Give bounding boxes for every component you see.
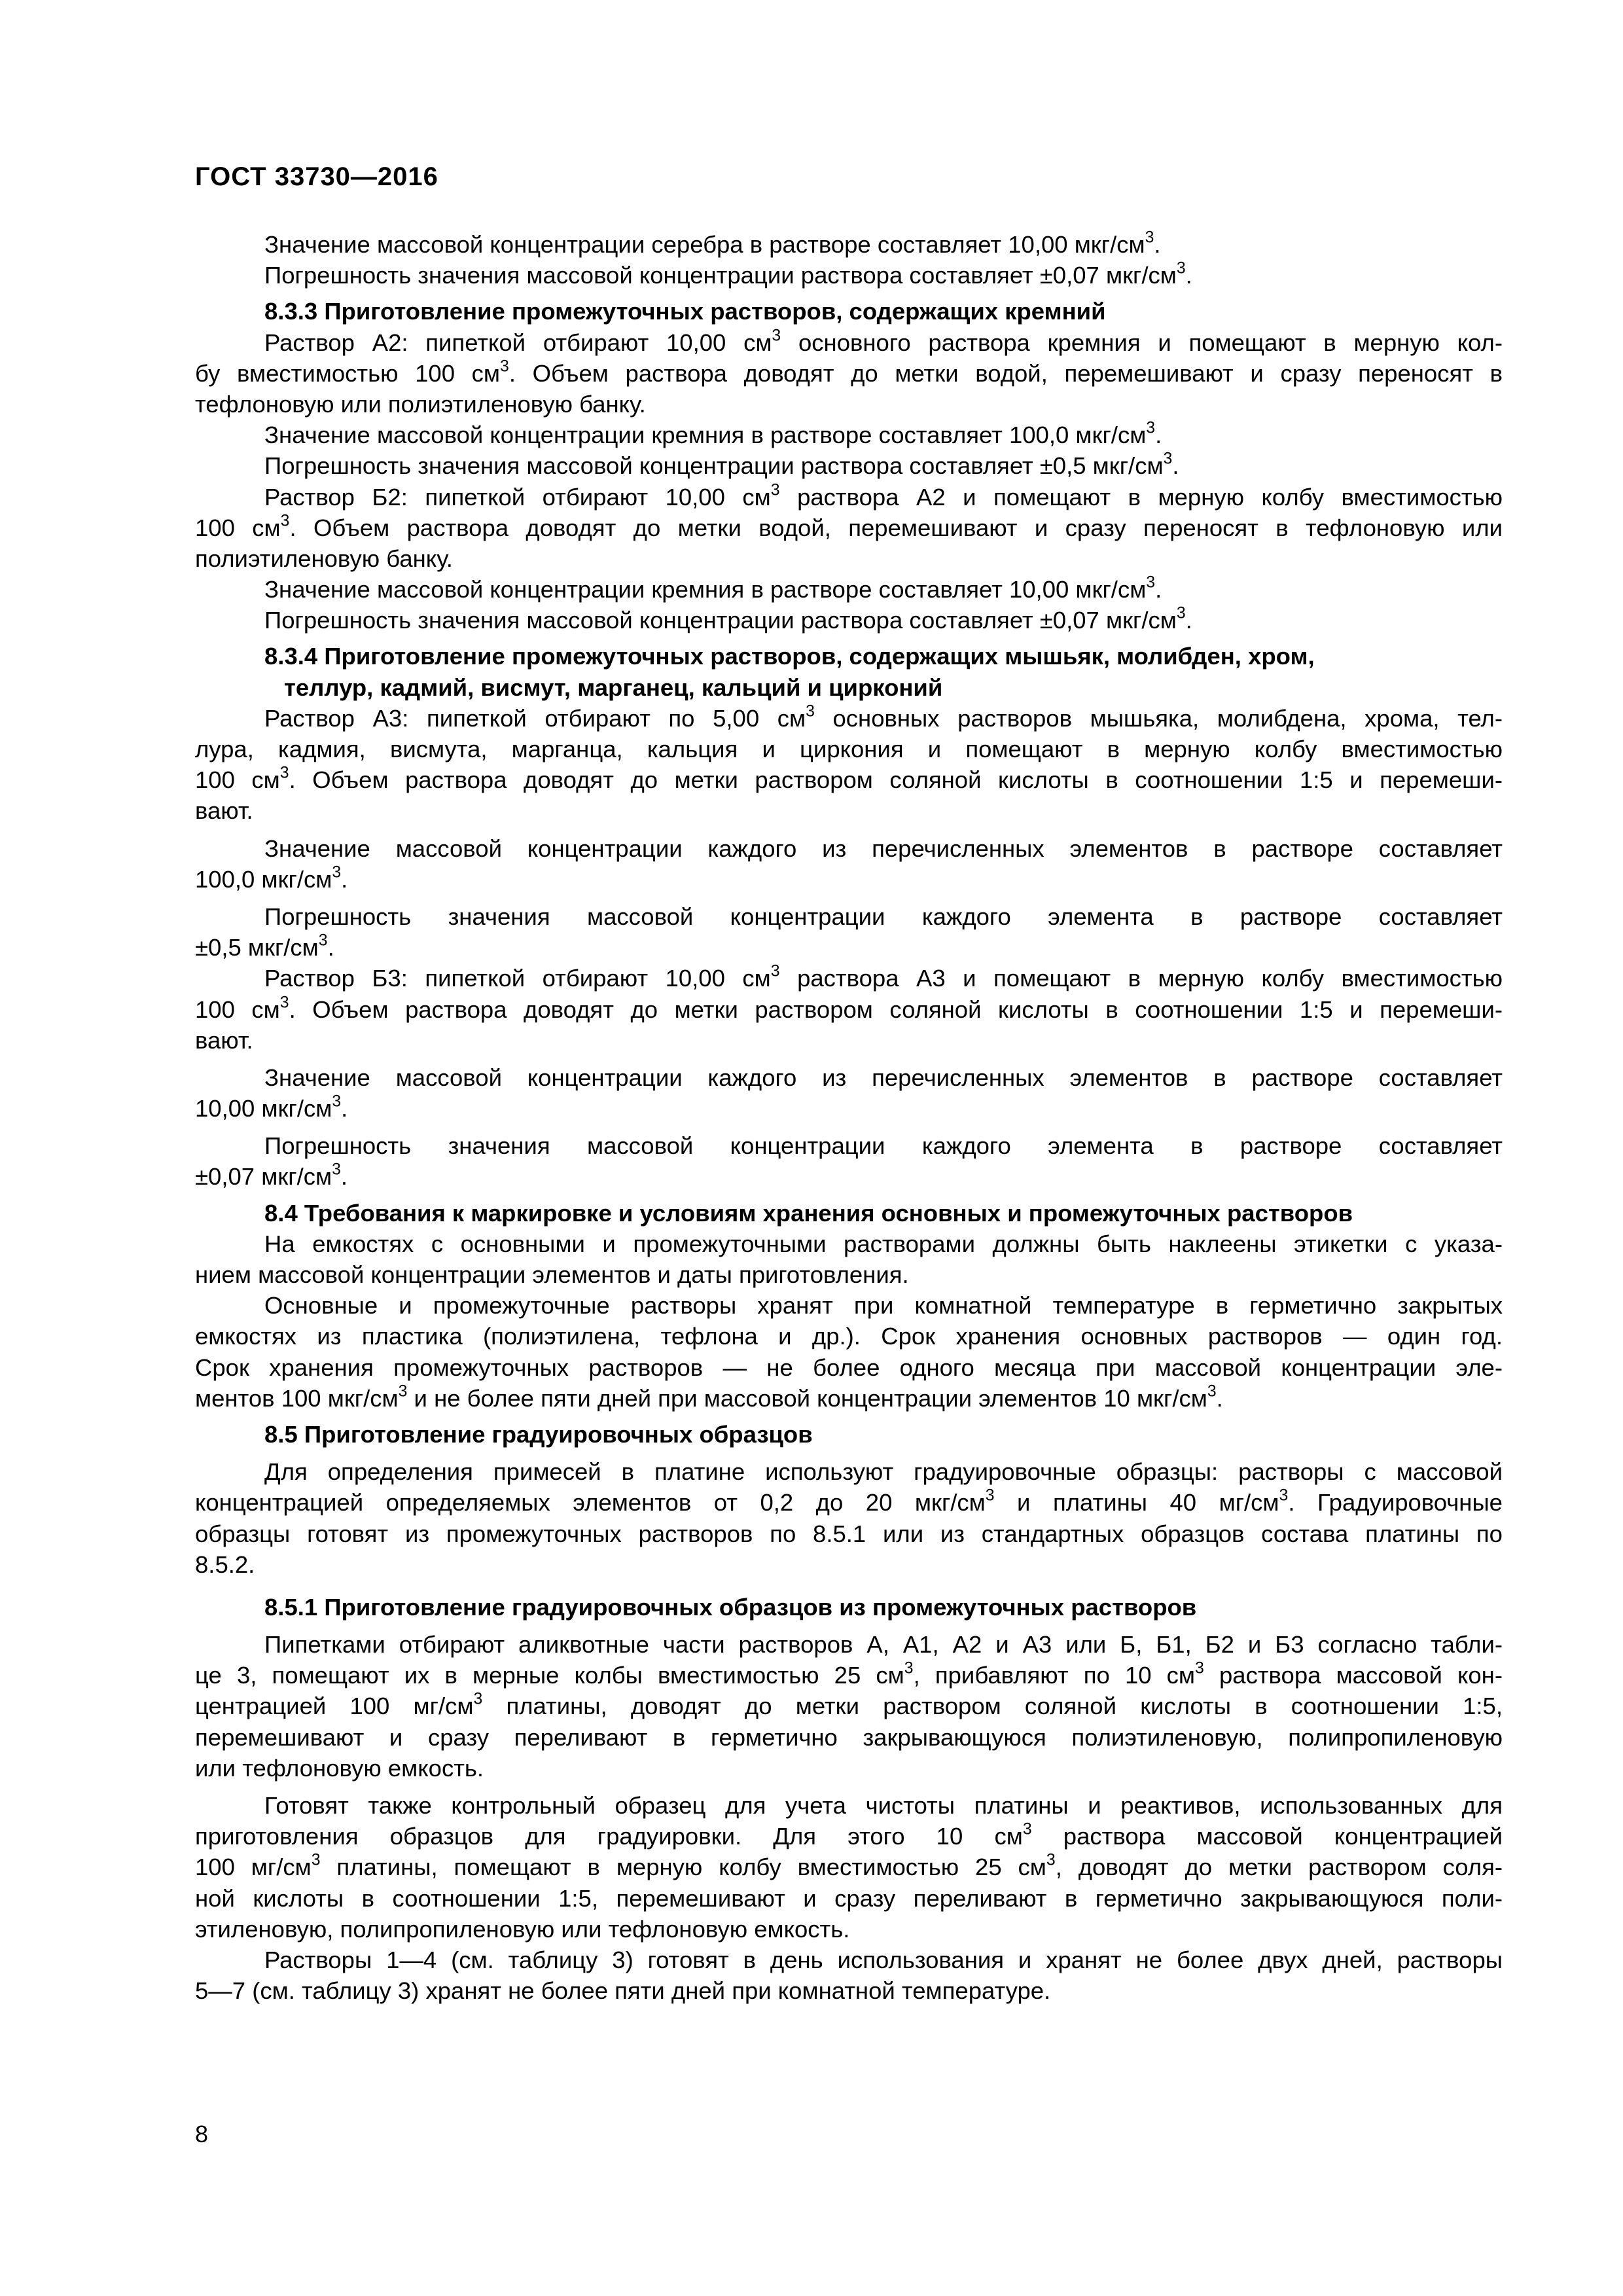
text-line: емкостях из пластика (полиэтилена, тефлона и др.). Срок хранения основных растворов — один год. [195, 1323, 1503, 1350]
text-line: Пипетками отбирают аликвотные части растворов А, А1, А2 и А3 или Б, Б1, Б2 и Б3 согласно табли- [264, 1631, 1503, 1659]
text-line: це 3, помещают их в мерные колбы вместимостью 25 $см^3$, прибавляют по 10 $см^3$ раствора массовой кон- [195, 1659, 1503, 1689]
text-line: ±0,5 мкг/$см^3$. [195, 931, 334, 961]
text-line: 100 $см^3$. Объем раствора доводят до метки раствором соляной кислоты в соотношении 1:5 и перемеши- [195, 994, 1503, 1023]
text-line: Раствор А3: пипеткой отбирают по 5,00 $см^3$ основных растворов мышьяка, молибдена, хрома, тел- [264, 702, 1503, 732]
text-line: или тефлоновую емкость. [195, 1754, 484, 1782]
text-line: Значение массовой концентрации кремния в растворе составляет 10,00 мкг/$см^3$. [264, 573, 1162, 603]
text-line: Готовят также контрольный образец для учета чистоты платины и реактивов, использованных для [264, 1792, 1503, 1819]
text-line: полиэтиленовую банку. [195, 545, 453, 572]
text-line: Значение массовой концентрации кремния в растворе составляет 100,0 мкг/$см^3$. [264, 419, 1162, 449]
text-line: Для определения примесей в платине используют градуировочные образцы: растворы с массовой [264, 1458, 1503, 1486]
text-line: Раствор А2: пипеткой отбирают 10,00 $см^3$ основного раствора кремния и помещают в мерную кол- [264, 327, 1503, 356]
text-line: приготовления образцов для градуировки. Для этого 10 $см^3$ раствора массовой концентрацией [195, 1820, 1503, 1850]
text-line: вают. [195, 797, 253, 825]
section-heading-8-5: 8.5 Приготовление градуировочных образцов [264, 1420, 813, 1448]
text-line: 100 $см^3$. Объем раствора доводят до метки раствором соляной кислоты в соотношении 1:5 и перемеши- [195, 764, 1503, 794]
text-line: Раствор Б3: пипеткой отбирают 10,00 $см^3$ раствора А3 и помещают в мерную колбу вместимостью [264, 962, 1503, 992]
text-line: Значение массовой концентрации серебра в растворе составляет 10,00 мкг/$см^3$. [264, 228, 1161, 258]
text-line: бу вместимостью 100 $см^3$. Объем раствора доводят до метки водой, перемешивают и сразу переносят в [195, 357, 1503, 387]
text-line: перемешивают и сразу переливают в герметично закрывающуюся полиэтиленовую, полипропиленовую [195, 1723, 1503, 1751]
text-line: ±0,07 мкг/$см^3$. [195, 1161, 348, 1191]
text-line: 100,0 мкг/$см^3$. [195, 863, 348, 893]
text-line: образцы готовят из промежуточных растворов по 8.5.1 или из стандартных образцов состава платины по [195, 1520, 1503, 1547]
section-heading-8-3-4: 8.3.4 Приготовление промежуточных растворов, содержащих мышьяк, молибден, хром, [264, 643, 1315, 670]
text-line: 8.5.2. [195, 1551, 255, 1578]
section-heading-8-3-3: 8.3.3 Приготовление промежуточных растворов, содержащих кремний [264, 298, 1106, 325]
text-line: Погрешность значения массовой концентрации раствора составляет ±0,5 мкг/$см^3$. [264, 450, 1179, 480]
text-line: Раствор Б2: пипеткой отбирают 10,00 $см^3$ раствора А2 и помещают в мерную колбу вместимостью [264, 481, 1503, 511]
text-line: 100 $см^3$. Объем раствора доводят до метки водой, перемешивают и сразу переносят в тефлоновую или [195, 512, 1503, 541]
text-line: Погрешность значения массовой концентрации каждого элемента в растворе составляет [264, 903, 1503, 930]
section-heading-8-3-4-cont: теллур, кадмий, висмут, марганец, кальций и цирконий [284, 673, 943, 701]
page-number: 8 [195, 2121, 209, 2147]
text-line: концентрацией определяемых элементов от 0,2 до 20 мкг/$см^3$ и платины 40 $мг/см^3$. Градуировочные [195, 1486, 1503, 1516]
text-line: 10,00 мкг/$см^3$. [195, 1092, 348, 1122]
text-line: 5—7 (см. таблицу 3) хранят не более пяти дней при комнатной температуре. [195, 1977, 1051, 2005]
text-line: Значение массовой концентрации каждого из перечисленных элементов в растворе составляет [264, 834, 1503, 862]
document-header: ГОСТ 33730—2016 [195, 162, 438, 191]
text-line: Погрешность значения массовой концентрации раствора составляет ±0,07 мкг/$см^3$. [264, 604, 1192, 634]
text-line: нием массовой концентрации элементов и даты приготовления. [195, 1261, 909, 1288]
text-line: вают. [195, 1026, 253, 1054]
document-body [195, 229, 1503, 2006]
text-line: этиленовую, полипропиленовую или тефлоновую емкость. [195, 1915, 850, 1943]
section-heading-8-5-1: 8.5.1 Приготовление градуировочных образцов из промежуточных растворов [264, 1593, 1197, 1621]
text-line: На емкостях с основными и промежуточными растворами должны быть наклеены этикетки с указа- [264, 1230, 1503, 1257]
text-line: Растворы 1—4 (см. таблицу 3) готовят в день использования и хранят не более двух дней, растворы [264, 1946, 1503, 1973]
text-line: центрацией 100 $мг/см^3$ платины, доводят до метки раствором соляной кислоты в соотношении 1:5, [195, 1691, 1503, 1720]
text-line: тефлоновую или полиэтиленовую банку. [195, 390, 646, 418]
text-line: лура, кадмия, висмута, марганца, кальция и циркония и помещают в мерную колбу вместимостью [195, 736, 1503, 762]
text-line: ментов 100 мкг/$см^3$ и не более пяти дней при массовой концентрации элементов 10 мкг/$см^3$. [195, 1382, 1223, 1412]
text-line: Значение массовой концентрации каждого из перечисленных элементов в растворе составляет [264, 1064, 1503, 1091]
text-line: Срок хранения промежуточных растворов — не более одного месяца при массовой концентрации эле- [195, 1354, 1503, 1381]
text-line: Погрешность значения массовой концентрации раствора составляет ±0,07 мкг/$см^3$. [264, 259, 1192, 289]
text-line: Основные и промежуточные растворы хранят при комнатной температуре в герметично закрытых [264, 1292, 1503, 1319]
text-line: ной кислоты в соотношении 1:5, перемешивают и сразу переливают в герметично закрывающуюся поли- [195, 1884, 1503, 1912]
section-heading-8-4: 8.4 Требования к маркировке и условиям хранения основных и промежуточных растворов [264, 1199, 1353, 1227]
text-line: 100 $мг/см^3$ платины, помещают в мерную колбу вместимостью 25 $см^3$, доводят до метки раствором соля- [195, 1852, 1503, 1881]
text-line: Погрешность значения массовой концентрации каждого элемента в растворе составляет [264, 1132, 1503, 1160]
